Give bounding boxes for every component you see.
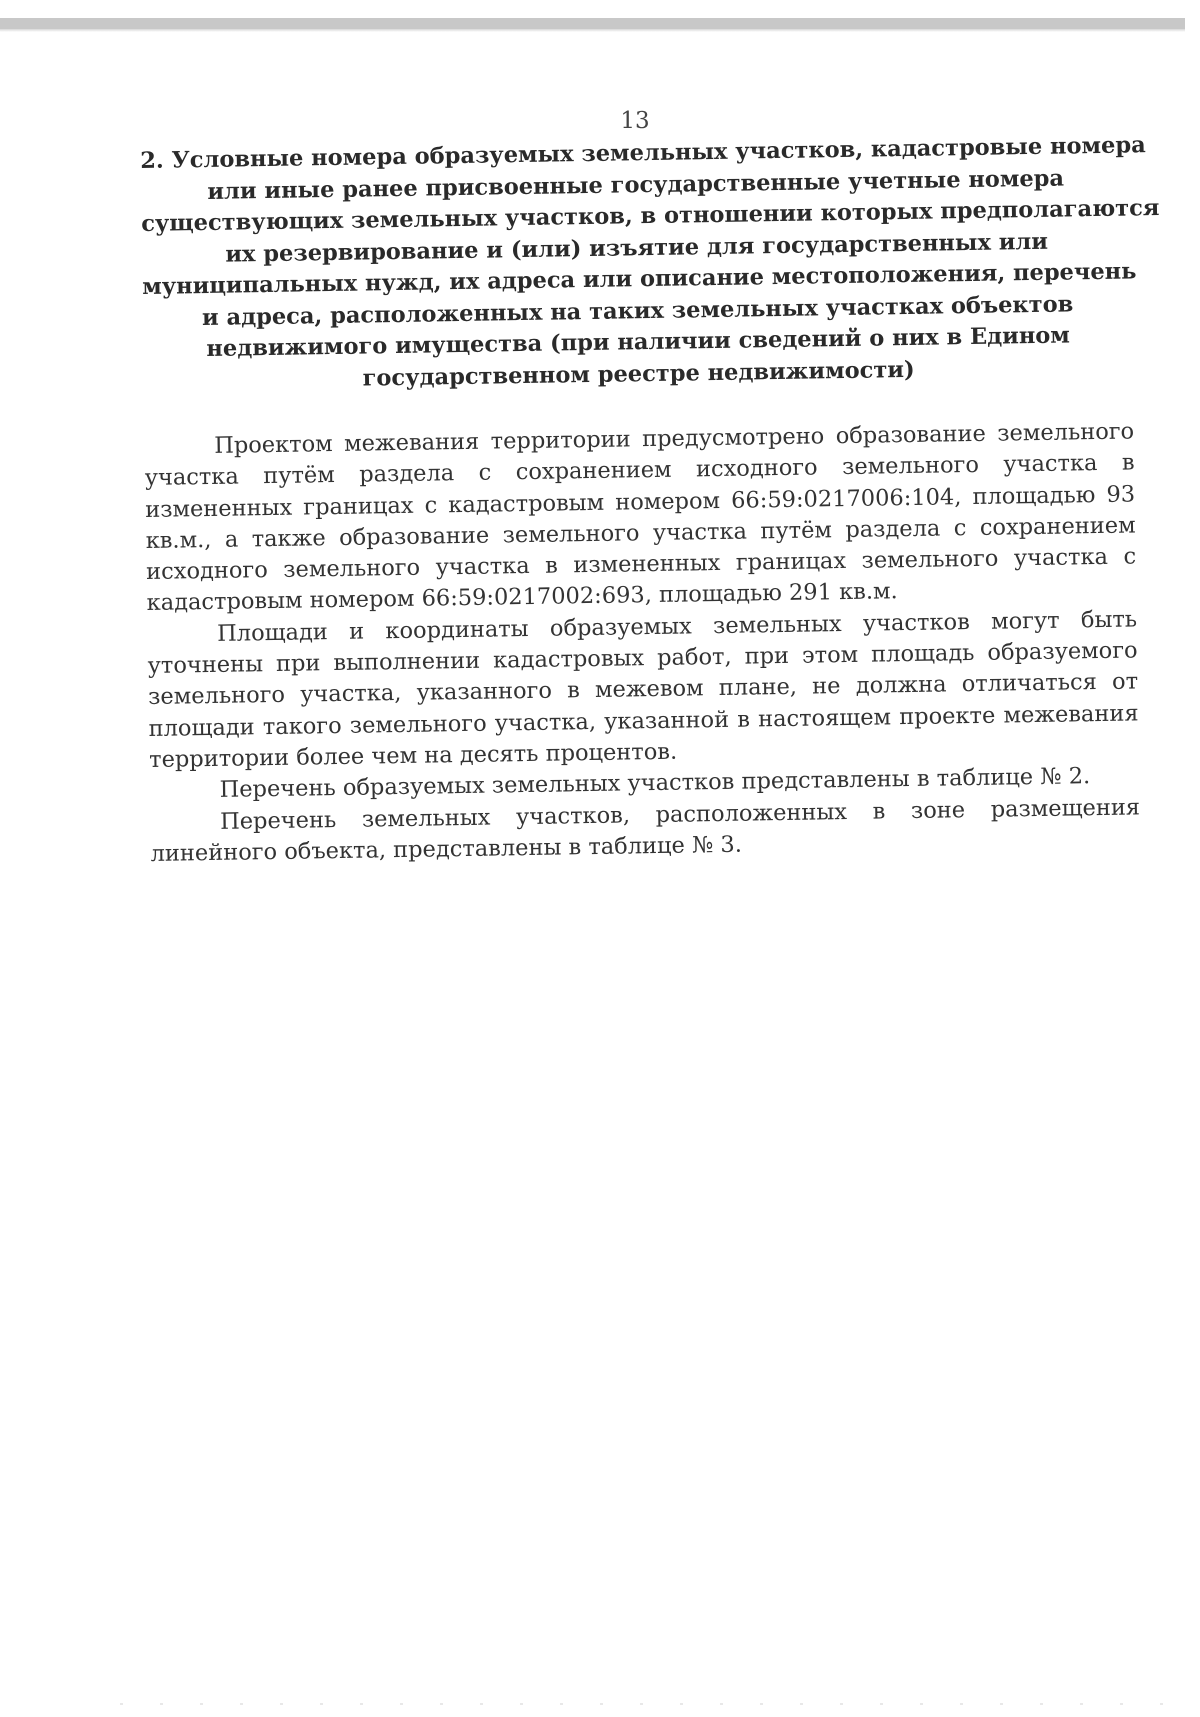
heading-line: их резервирование и (или) изъятие для государственных или bbox=[225, 228, 1049, 268]
scan-top-edge bbox=[0, 18, 1185, 29]
paragraph-table-3-reference: Перечень земельных участков, расположенных в зоне размещения линейного объекта, представлены в таблице № 3. bbox=[150, 793, 1141, 867]
scan-top-shadow bbox=[0, 29, 1185, 32]
section-heading bbox=[140, 130, 1160, 398]
page-number: 13 bbox=[620, 108, 650, 134]
heading-line: или иные ранее присвоенные государственные учетные номера bbox=[207, 164, 1065, 205]
heading-line: государственном реестре недвижимости) bbox=[362, 356, 915, 392]
heading-line: недвижимого имущества (при наличии сведений о них в Едином bbox=[206, 322, 1071, 362]
scan-bottom-noise bbox=[120, 1703, 1180, 1705]
heading-line: 2. Условные номера образуемых земельных участков, кадастровые номера bbox=[140, 132, 1146, 174]
paragraph-table-2-reference: Перечень образуемых земельных участков представлены в таблице № 2. bbox=[219, 763, 1091, 804]
paragraph-project-description: Проектом межевания территории предусмотрено образование земельного участка путём раздела с сохранением исходного земельного участка в измененных границах с кадастровым номером 66:59:0217006:104, площадью 93 кв.м., а также образование земельного участка путём раздела с сохранением исходного земельного участка в измененных границах земельного участка с кадастровым номером 66:59:0217002:693, площадью 291 кв.м. bbox=[144, 418, 1137, 617]
paragraph-area-clarification: Площади и координаты образуемых земельных участков могут быть уточнены при выполнении кадастровых работ, при этом площадь образуемого земельного участка, указанного в межевом плане, не должна отличаться от площади такого земельного участка, указанной в настоящем проекте межевания территории более чем на десять процентов. bbox=[147, 606, 1139, 773]
body-text bbox=[144, 416, 1141, 870]
heading-line: муниципальных нужд, их адреса или описание местоположения, перечень bbox=[142, 258, 1137, 300]
heading-line: и адреса, расположенных на таких земельных участках объектов bbox=[201, 290, 1074, 331]
heading-line: существующих земельных участков, в отношении которых предполагаются bbox=[141, 194, 1160, 237]
